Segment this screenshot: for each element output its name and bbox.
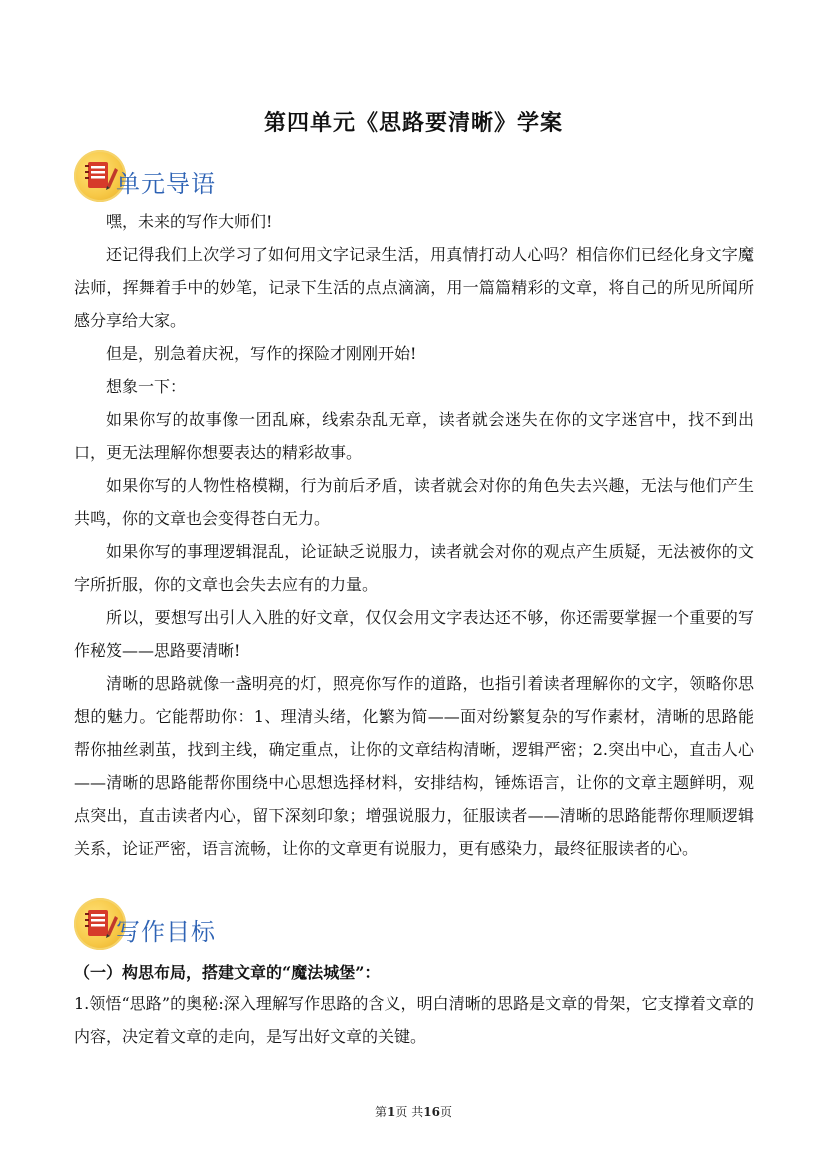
section-title-goals: 写作目标 — [116, 918, 216, 946]
page-footer — [0, 1103, 827, 1120]
paragraph: 如果你写的故事像一团乱麻，线索杂乱无章，读者就会迷失在你的文字迷宫中，找不到出口，更无法理解你想要表达的精彩故事。 — [74, 410, 754, 462]
footer-middle: 页 共 — [395, 1105, 424, 1119]
page-title: 第四单元《思路要清晰》学案 — [263, 110, 563, 136]
footer-suffix: 页 — [439, 1105, 452, 1119]
paragraph: 如果你写的事理逻辑混乱，论证缺乏说服力，读者就会对你的观点产生质疑，无法被你的文字所折服，你的文章也会失去应有的力量。 — [74, 542, 754, 594]
footer-page-number: 1 — [387, 1105, 396, 1119]
paragraph: 但是，别急着庆祝，写作的探险才刚刚开始! — [106, 344, 417, 363]
goal-subheading: （一）构思布局，搭建文章的“魔法城堡”： — [74, 963, 381, 982]
paragraph: 想象一下： — [106, 377, 187, 396]
goals-text — [74, 987, 754, 1053]
footer-prefix: 第 — [375, 1105, 388, 1119]
paragraph: 如果你写的人物性格模糊，行为前后矛盾，读者就会对你的角色失去兴趣，无法与他们产生共鸣，你的文章也会变得苍白无力。 — [74, 476, 754, 528]
paragraph: 还记得我们上次学习了如何用文字记录生活，用真情打动人心吗？相信你们已经化身文字魔法师，挥舞着手中的妙笔，记录下生活的点点滴滴，用一篇篇精彩的文章，将自己的所见所闻所感分享给大家。 — [74, 245, 754, 330]
goal-item: 1.领悟“思路”的奥秘:深入理解写作思路的含义，明白清晰的思路是文章的骨架，它支撑着文章的内容，决定着文章的走向，是写出好文章的关键。 — [74, 994, 754, 1046]
intro-text — [74, 205, 754, 865]
footer-total-pages: 16 — [423, 1105, 440, 1119]
section-header-intro — [74, 150, 274, 204]
section-header-goals — [74, 898, 274, 952]
paragraph: 所以，要想写出引人入胜的好文章，仅仅会用文字表达还不够，你还需要掌握一个重要的写作秘笈——思路要清晰! — [74, 608, 754, 660]
paragraph: 清晰的思路就像一盏明亮的灯，照亮你写作的道路，也指引着读者理解你的文字，领略你思想的魅力。它能帮助你：1、理清头绪，化繁为简——面对纷繁复杂的写作素材，清晰的思路能帮你抽丝剥茧，找到主线，确定重点，让你的文章结构清晰，逻辑严密；2.突出中心，直击人心——清晰的思路能帮你围绕中心思想选择材料，安排结构，锤炼语言，让你的文章主题鲜明，观点突出，直击读者内心，留下深刻印象；增强说服力，征服读者——清晰的思路能帮你理顺逻辑关系，论证严密，语言流畅，让你的文章更有说服力，更有感染力，最终征服读者的心。 — [74, 674, 754, 858]
paragraph: 嘿，未来的写作大师们! — [106, 212, 273, 231]
section-title-intro: 单元导语 — [116, 170, 216, 198]
